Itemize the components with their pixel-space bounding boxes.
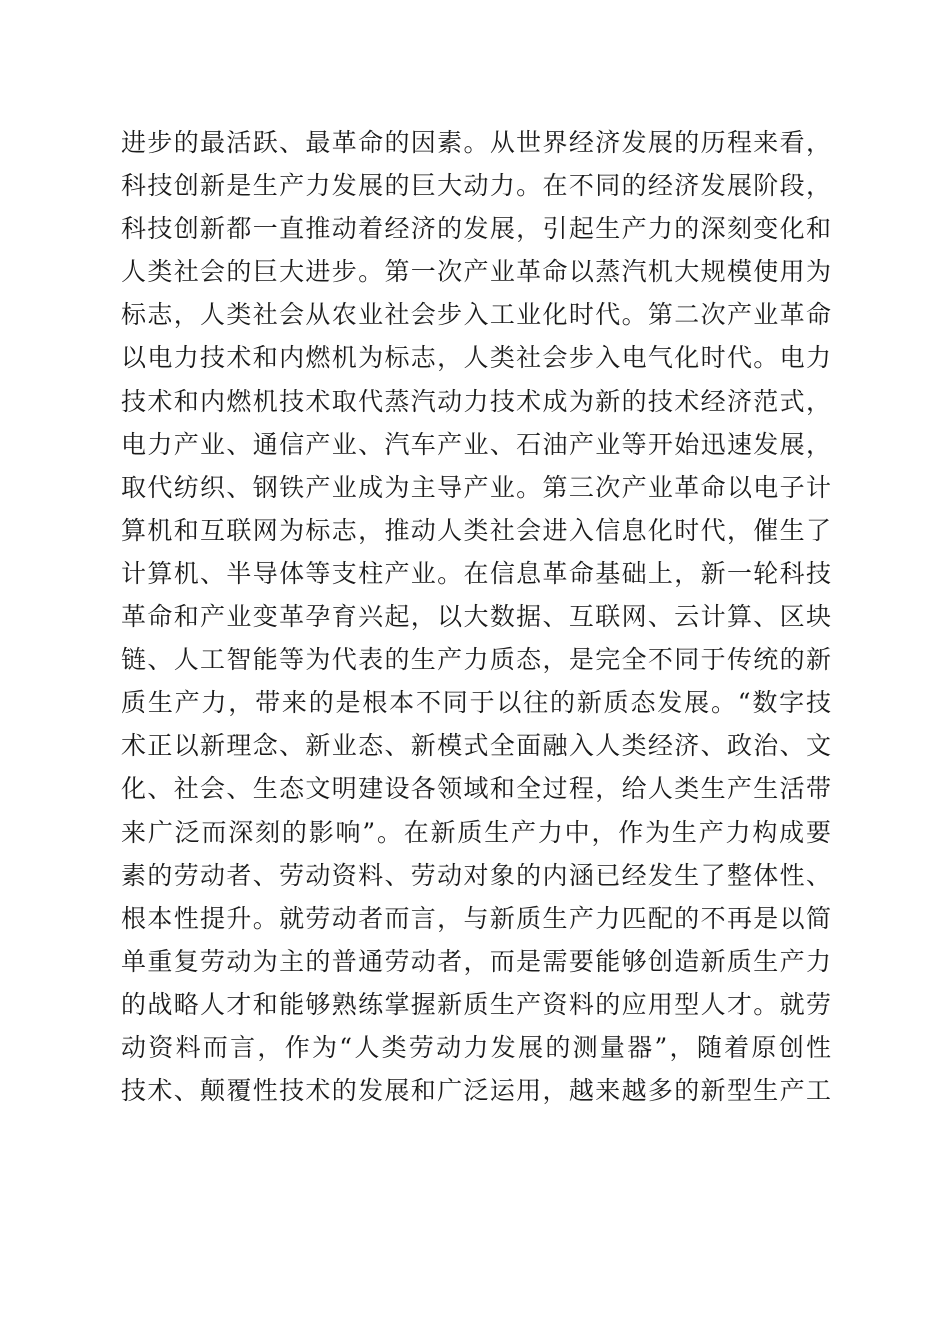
text-line: 素的劳动者、劳动资料、劳动对象的内涵已经发生了整体性、 [121, 860, 831, 890]
text-line: 算机和互联网为标志，推动人类社会进入信息化时代，催生了 [121, 515, 831, 545]
text-line: 化、社会、生态文明建设各领域和全过程，给人类生产生活带 [121, 774, 831, 804]
text-line: 单重复劳动为主的普通劳动者，而是需要能够创造新质生产力 [121, 946, 831, 976]
text-line: 科技创新是生产力发展的巨大动力。在不同的经济发展阶段， [121, 171, 831, 201]
text-line: 的战略人才和能够熟练掌握新质生产资料的应用型人才。就劳 [121, 989, 831, 1019]
text-line: 计算机、半导体等支柱产业。在信息革命基础上，新一轮科技 [121, 558, 831, 588]
text-line: 取代纺织、钢铁产业成为主导产业。第三次产业革命以电子计 [121, 472, 831, 502]
text-line: 以电力技术和内燃机为标志，人类社会步入电气化时代。电力 [121, 343, 831, 373]
text-line: 动资料而言，作为“人类劳动力发展的测量器”，随着原创性 [121, 1032, 831, 1062]
text-line: 质生产力，带来的是根本不同于以往的新质态发展。“数字技 [121, 688, 831, 718]
text-line: 科技创新都一直推动着经济的发展，引起生产力的深刻变化和 [121, 214, 831, 244]
text-line: 术正以新理念、新业态、新模式全面融入人类经济、政治、文 [121, 731, 831, 761]
text-line: 链、人工智能等为代表的生产力质态，是完全不同于传统的新 [121, 645, 831, 675]
text-line: 标志，人类社会从农业社会步入工业化时代。第二次产业革命 [121, 300, 831, 330]
text-line: 电力产业、通信产业、汽车产业、石油产业等开始迅速发展， [121, 429, 831, 459]
text-line: 根本性提升。就劳动者而言，与新质生产力匹配的不再是以简 [121, 903, 831, 933]
text-line: 进步的最活跃、最革命的因素。从世界经济发展的历程来看， [121, 128, 831, 157]
text-line: 革命和产业变革孕育兴起，以大数据、互联网、云计算、区块 [121, 602, 831, 632]
text-line: 技术、颠覆性技术的发展和广泛运用，越来越多的新型生产工 [121, 1076, 831, 1106]
text-line: 技术和内燃机技术取代蒸汽动力技术成为新的技术经济范式， [121, 386, 831, 416]
text-line: 人类社会的巨大进步。第一次产业革命以蒸汽机大规模使用为 [121, 257, 831, 287]
body-text [121, 121, 831, 1112]
text-line: 来广泛而深刻的影响”。在新质生产力中，作为生产力构成要 [121, 817, 831, 847]
